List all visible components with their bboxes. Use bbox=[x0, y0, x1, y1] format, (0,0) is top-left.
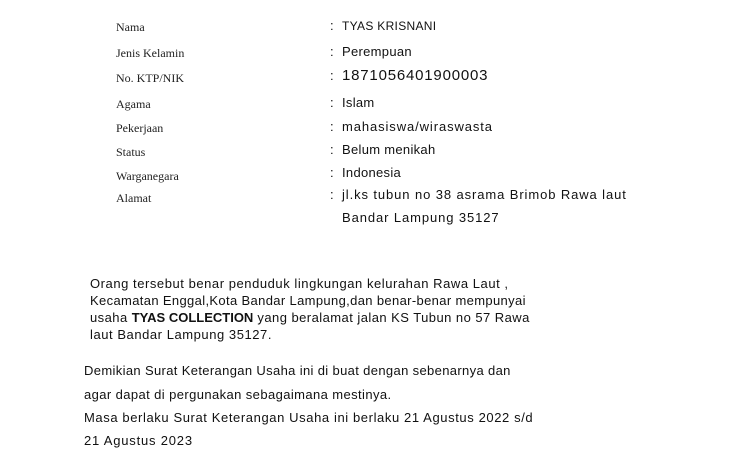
colon: : bbox=[330, 95, 334, 110]
closing-line-4: 21 Agustus 2023 bbox=[84, 433, 193, 448]
value-nama: TYAS KRISNANI bbox=[342, 19, 437, 33]
colon: : bbox=[330, 18, 334, 33]
closing-line-2: agar dapat di pergunakan sebagaimana mestinya. bbox=[84, 387, 392, 402]
label-agama: Agama bbox=[116, 97, 151, 111]
statement-line-3 bbox=[90, 310, 530, 325]
label-pekerjaan: Pekerjaan bbox=[116, 121, 164, 135]
statement-line-2: Kecamatan Enggal,Kota Bandar Lampung,dan benar-benar mempunyai bbox=[90, 293, 526, 308]
statement-address: yang beralamat jalan KS Tubun no 57 Rawa bbox=[257, 310, 530, 325]
colon: : bbox=[330, 119, 334, 134]
label-nik: No. KTP/NIK bbox=[116, 71, 184, 85]
label-nama: Nama bbox=[116, 20, 145, 34]
colon: : bbox=[330, 44, 334, 59]
value-alamat-line2: Bandar Lampung 35127 bbox=[342, 210, 500, 225]
closing-line-3: Masa berlaku Surat Keterangan Usaha ini berlaku 21 Agustus 2022 s/d bbox=[84, 410, 534, 425]
value-status: Belum menikah bbox=[342, 142, 436, 157]
value-warganegara: Indonesia bbox=[342, 165, 402, 180]
label-warganegara: Warganegara bbox=[116, 169, 179, 183]
colon: : bbox=[330, 187, 334, 202]
statement-line-4: laut Bandar Lampung 35127. bbox=[90, 327, 272, 342]
closing-line-1: Demikian Surat Keterangan Usaha ini di buat dengan sebenarnya dan bbox=[84, 363, 511, 378]
statement-usaha-word: usaha bbox=[90, 310, 128, 325]
colon: : bbox=[330, 68, 334, 83]
value-nik: 1871056401900003 bbox=[342, 67, 489, 84]
statement-line-1: Orang tersebut benar penduduk lingkungan kelurahan Rawa Laut , bbox=[90, 276, 509, 291]
business-name: TYAS COLLECTION bbox=[131, 310, 254, 325]
value-pekerjaan: mahasiswa/wiraswasta bbox=[342, 119, 493, 134]
colon: : bbox=[330, 142, 334, 157]
label-status: Status bbox=[116, 145, 146, 159]
colon: : bbox=[330, 165, 334, 180]
label-alamat: Alamat bbox=[116, 191, 152, 205]
value-agama: Islam bbox=[342, 95, 375, 110]
value-alamat-line1: jl.ks tubun no 38 asrama Brimob Rawa laut bbox=[342, 187, 627, 202]
value-jenis-kelamin: Perempuan bbox=[342, 44, 412, 59]
label-jenis-kelamin: Jenis Kelamin bbox=[116, 46, 185, 60]
